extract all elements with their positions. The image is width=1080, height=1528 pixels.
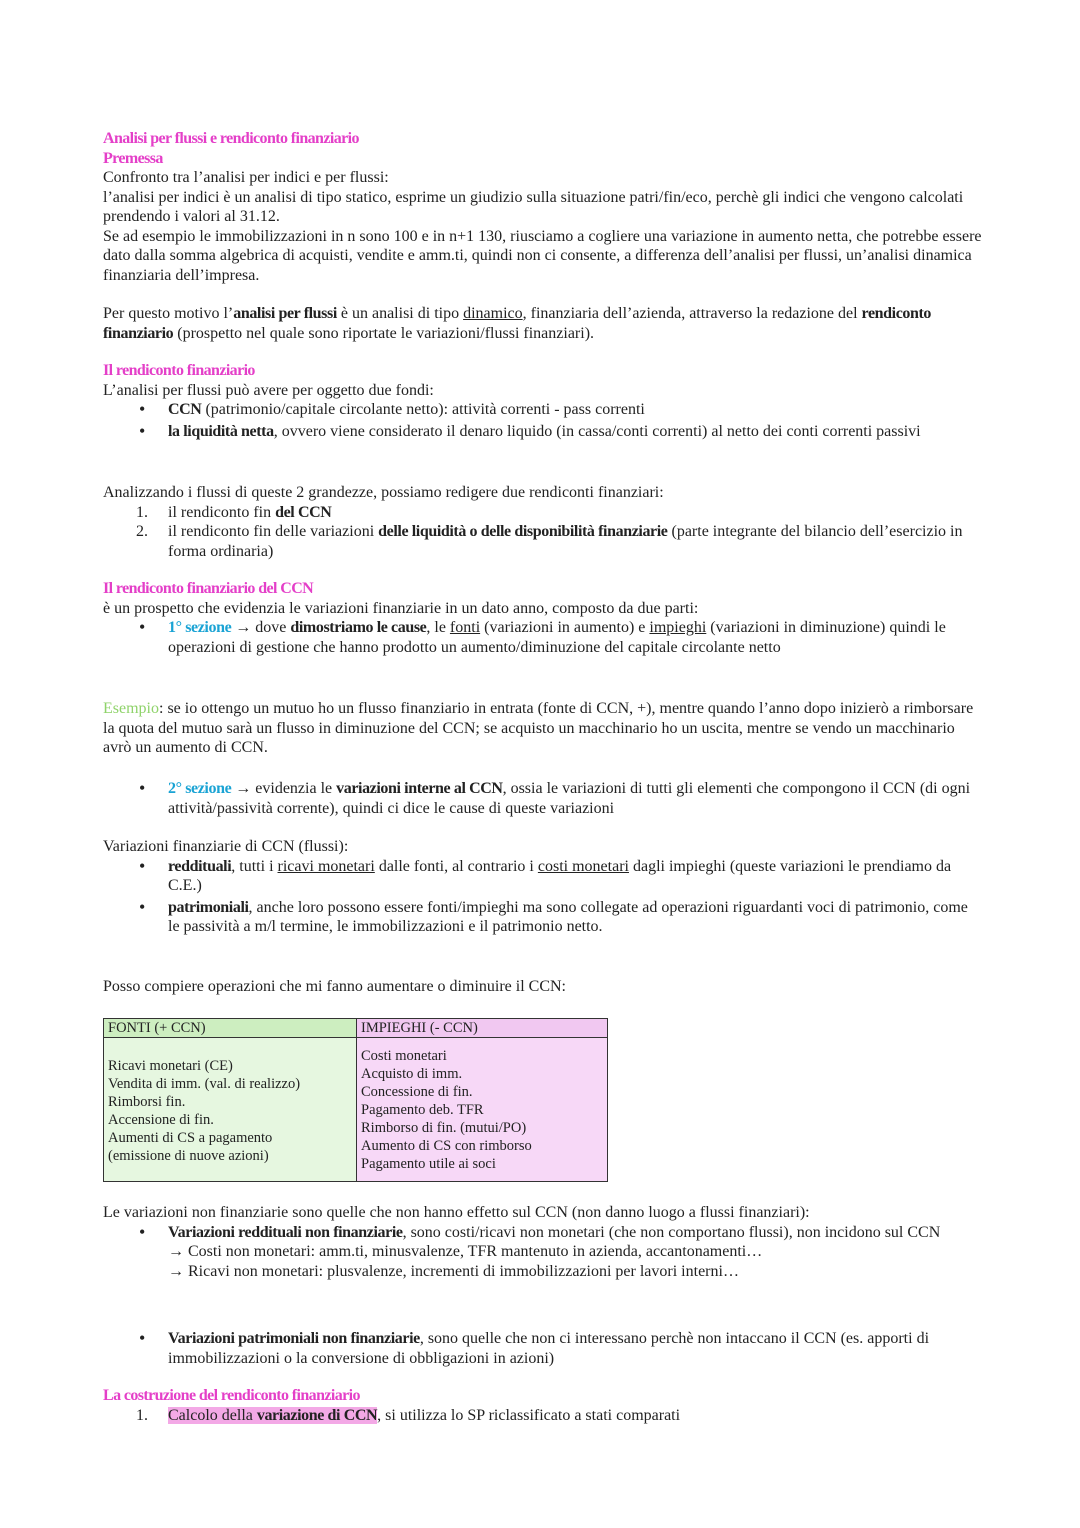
impieghi-header: IMPIEGHI (- CCN) <box>357 1019 608 1038</box>
impieghi-item: Rimborso di fin. (mutui/PO) <box>361 1120 527 1136</box>
example-paragraph <box>103 699 983 758</box>
text: il rendiconto fin delle variazioni <box>168 523 379 540</box>
text: (variazioni in aumento) e <box>480 619 650 636</box>
paragraph: Variazioni finanziarie di CCN (flussi): <box>103 838 349 855</box>
paragraph: Le variazioni non finanziarie sono quelle che non hanno effetto sul CCN (non danno luogo a flussi finanziari): <box>103 1204 810 1221</box>
text: , ossia le variazioni di tutti gli elementi che compongono il CCN (di ogni attività/passività corrente), quindi ci dice le cause di queste variazioni <box>168 780 971 817</box>
list-number: 1. <box>136 1406 148 1424</box>
bold-term: analisi per flussi <box>233 305 337 322</box>
rendiconti-list-section <box>103 483 983 561</box>
analisi-flussi-paragraph <box>103 304 983 343</box>
text: il rendiconto fin <box>168 503 276 521</box>
list-item <box>103 503 983 523</box>
text: , tutti i <box>231 857 278 875</box>
bold-term: variazioni interne al CCN <box>336 780 503 797</box>
fonti-item: (emissione di nuove azioni) <box>108 1148 269 1164</box>
list-item <box>103 422 983 442</box>
paragraph: Confronto tra l’analisi per indici e per flussi: <box>103 169 389 186</box>
bold-term: rendiconto finanziario <box>103 305 932 342</box>
fonti-item: Ricavi monetari (CE) <box>108 1058 233 1074</box>
text: dagli impieghi (queste variazioni le prendiamo da C.E.) <box>168 857 952 894</box>
table-row <box>104 1038 608 1182</box>
fonti-item: Aumenti di CS a pagamento <box>108 1130 273 1146</box>
example-label: Esempio <box>103 700 159 717</box>
bold-term: del CCN <box>275 503 332 521</box>
numbered-list <box>103 1406 983 1426</box>
text: dalle fonti, al contrario i <box>374 857 538 875</box>
paragraph: Analizzando i flussi di queste 2 grandezze, possiamo redigere due rendiconti finanziari: <box>103 484 664 501</box>
bold-term: Variazioni patrimoniali non finanziarie <box>168 1330 420 1347</box>
bold-term: patrimoniali <box>168 898 249 916</box>
paragraph: è un prospetto che evidenzia le variazioni finanziarie in un dato anno, composto da due parti: <box>103 599 699 617</box>
second-section <box>103 779 983 818</box>
bullet-list <box>103 400 983 441</box>
underlined-term: fonti <box>449 619 481 636</box>
nonfin-patrimoniali <box>103 1329 983 1368</box>
underlined-term: ricavi monetari <box>277 857 375 875</box>
text: → dove <box>231 619 291 636</box>
impieghi-item: Acquisto di imm. <box>361 1066 463 1082</box>
bullet-list <box>103 1329 983 1368</box>
text: , si utilizza lo SP riclassificato a stati comparati <box>377 1406 681 1424</box>
text: (prospetto nel quale sono riportate le variazioni/flussi finanziari). <box>173 324 595 342</box>
underlined-term: impieghi <box>649 619 707 636</box>
bold-term: delle liquidità o delle disponibilità finanziarie <box>378 523 668 540</box>
arrow-line: → Costi non monetari: amm.ti, minusvalenze, TFR mantenuto in azienda, accantonamenti… <box>168 1243 763 1260</box>
text: → evidenzia le <box>231 780 337 797</box>
section-label: 1° sezione <box>168 619 232 636</box>
text: (parte integrante del bilancio dell’esercizio in forma ordinaria) <box>168 523 963 560</box>
fonti-header: FONTI (+ CCN) <box>104 1019 357 1038</box>
bullet-list <box>103 779 983 818</box>
ccn-section <box>103 579 983 657</box>
text: , sono quelle che non ci interessano perchè non intaccano il CCN (es. apporti di immobilizzazioni o la conversione di obbligazioni in azioni) <box>168 1330 930 1367</box>
nonfin-section <box>103 1203 983 1281</box>
highlighted-text: Calcolo della <box>168 1406 257 1424</box>
impieghi-cell <box>357 1038 608 1182</box>
text: è un analisi di tipo <box>336 305 464 322</box>
costruzione-section <box>103 1386 983 1425</box>
list-item <box>103 1329 983 1368</box>
bullet-list <box>103 857 983 937</box>
list-item <box>103 1406 983 1426</box>
text: : se io ottengo un mutuo ho un flusso finanziario in entrata (fonte di CCN, +), mentre quando l’anno dopo inizierò a rimborsare la quota del mutuo sarà un flusso in diminuzione del CCN; se acquisto un macchinario ho un uscita, mentre se vendo un macchinario avrò un aumento di CCN. <box>103 700 974 756</box>
premessa-section <box>103 129 983 285</box>
fonti-cell <box>104 1038 357 1182</box>
underlined-term: costi monetari <box>537 857 629 875</box>
section-label: 2° sezione <box>168 780 232 797</box>
list-number: 2. <box>136 523 148 540</box>
fonti-item: Rimborsi fin. <box>108 1094 186 1110</box>
list-item <box>103 400 983 420</box>
variazioni-section <box>103 837 983 937</box>
rendiconto-section <box>103 361 983 441</box>
impieghi-item: Pagamento deb. TFR <box>361 1102 484 1118</box>
list-item <box>103 857 983 896</box>
table-intro: Posso compiere operazioni che mi fanno aumentare o diminuire il CCN: <box>103 978 566 995</box>
text: , anche loro possono essere fonti/impieghi ma sono collegate ad operazioni riguardanti voci di patrimonio, come le passività a m/l termine, le immobilizzazioni e il patrimonio netto. <box>168 898 968 935</box>
bold-term: reddituali <box>168 857 232 875</box>
text: Per questo motivo l’ <box>103 305 234 322</box>
section-heading: La costruzione del rendiconto finanziario <box>103 1387 360 1404</box>
paragraph: L’analisi per flussi può avere per oggetto due fondi: <box>103 381 434 399</box>
list-number: 1. <box>136 503 148 521</box>
list-item <box>103 618 983 657</box>
numbered-list <box>103 503 983 562</box>
premessa-heading: Premessa <box>103 149 163 167</box>
list-item <box>103 898 983 937</box>
fonti-item: Vendita di imm. (val. di realizzo) <box>108 1076 301 1092</box>
section-heading: Il rendiconto finanziario del CCN <box>103 580 314 597</box>
impieghi-item: Concessione di fin. <box>361 1084 473 1100</box>
fonti-impieghi-table <box>103 1018 608 1182</box>
table-header-row <box>104 1019 608 1038</box>
page-title: Analisi per flussi e rendiconto finanziario <box>103 130 359 147</box>
impieghi-item: Costi monetari <box>361 1048 447 1064</box>
bold-term: dimostriamo le cause <box>290 619 427 636</box>
list-item <box>103 522 983 561</box>
impieghi-item: Aumento di CS con rimborso <box>361 1138 532 1154</box>
impieghi-item: Pagamento utile ai soci <box>361 1156 496 1172</box>
underlined-term: dinamico <box>463 305 523 322</box>
bullet-list <box>103 1223 983 1243</box>
text: , ovvero viene considerato il denaro liquido (in cassa/conti correnti) al netto dei conti correnti passivi <box>273 422 921 440</box>
text: , sono costi/ricavi non monetari (che non comportano flussi), non incidono sul CCN <box>402 1223 941 1241</box>
bold-term: la liquidità netta <box>168 422 274 440</box>
bold-term: CCN <box>168 401 202 418</box>
list-item <box>103 1223 983 1243</box>
paragraph: l’analisi per indici è un analisi di tipo statico, esprime un giudizio sulla situazione patri/fin/eco, perchè gli indici che vengono calcolati prendendo i valori al 31.12. <box>103 188 964 225</box>
paragraph: Se ad esempio le immobilizzazioni in n sono 100 e in n+1 130, riusciamo a cogliere una variazione in aumento netta, che potrebbe essere dato dalla somma algebrica di acquisti, vendite e amm.ti, quindi non ci consente, a differenza dell’analisi per flussi, un’analisi dinamica finanziaria dell’impresa. <box>103 227 982 284</box>
bold-term: Variazioni reddituali non finanziarie <box>168 1223 403 1241</box>
highlighted-bold-term: variazione di CCN <box>256 1406 378 1424</box>
text: (patrimonio/capitale circolante netto): attività correnti - pass correnti <box>201 401 645 418</box>
text: , finanziaria dell’azienda, attraverso la redazione del <box>522 305 862 322</box>
arrow-line: → Ricavi non monetari: plusvalenze, incrementi di immobilizzazioni per lavori interni… <box>168 1262 739 1280</box>
section-heading: Il rendiconto finanziario <box>103 362 255 379</box>
text: (variazioni in diminuzione) quindi le operazioni di gestione che hanno prodotto un aumento/diminuzione del capitale circolante netto <box>168 619 946 656</box>
text: , le <box>426 619 450 636</box>
list-item <box>103 779 983 818</box>
bullet-list <box>103 618 983 657</box>
fonti-item: Accensione di fin. <box>108 1112 214 1128</box>
